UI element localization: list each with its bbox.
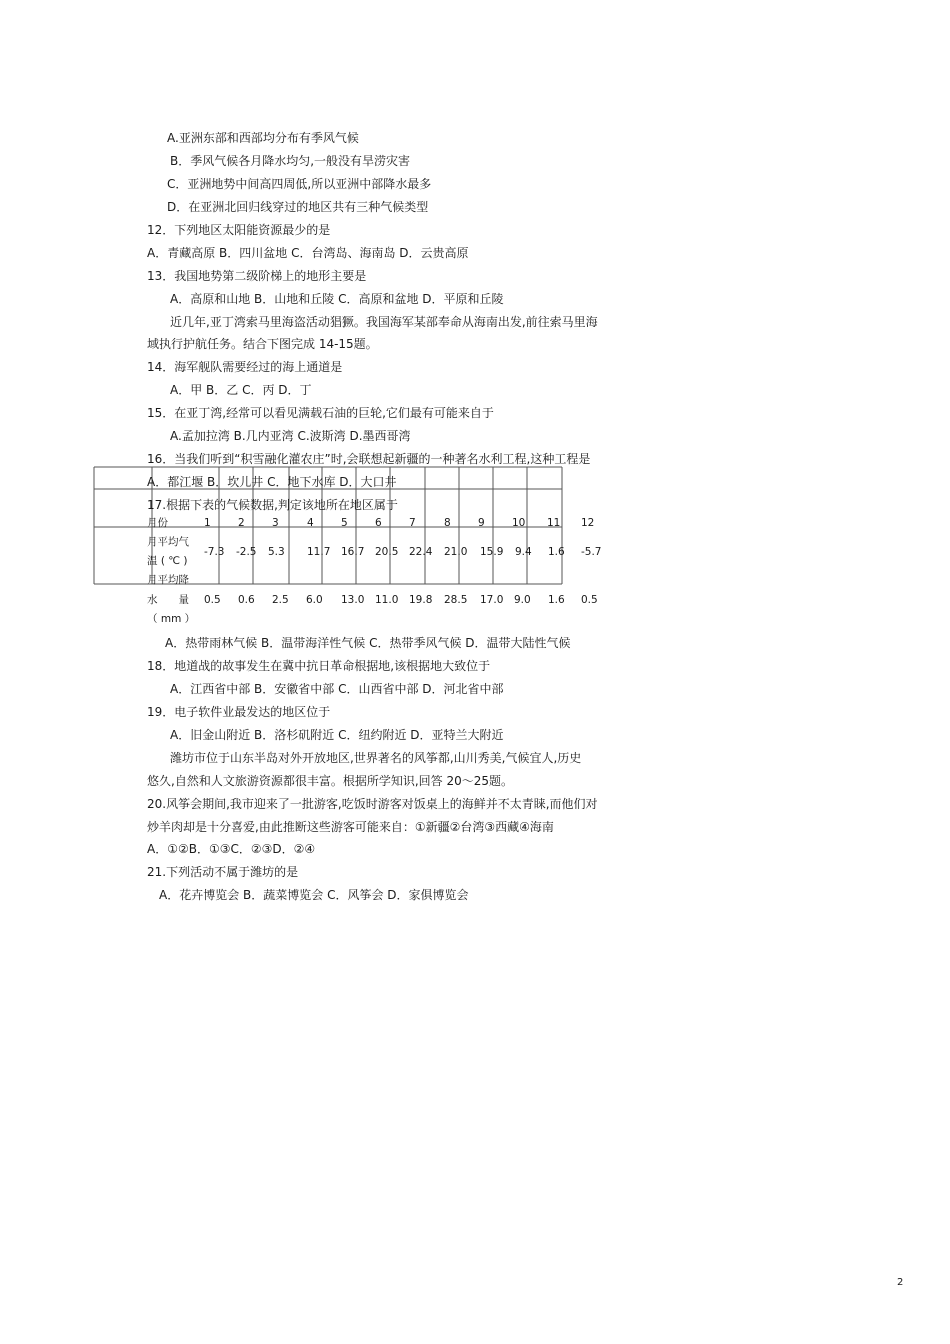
table-temp: 9.4: [515, 546, 532, 558]
question-15: 15．在亚丁湾,经常可以看见满载石油的巨轮,它们最有可能来自于: [147, 406, 494, 420]
table-precip: 17.0: [480, 594, 504, 606]
table-month: 3: [272, 517, 279, 529]
table-month: 4: [307, 517, 314, 529]
question-16: 16．当我们听到“积雪融化灌农庄”时,会联想起新疆的一种著名水利工程,这种工程是: [147, 452, 591, 466]
options-13: A．高原和山地 B．山地和丘陵 C．高原和盆地 D．平原和丘陵: [170, 292, 504, 306]
table-month: 12: [581, 517, 595, 529]
options-16: A．都江堰 B．坎儿井 C．地下水库 D．大口井: [147, 475, 397, 489]
table-precip: 6.0: [306, 594, 323, 606]
table-temp: 21.0: [444, 546, 468, 558]
table-precip: 2.5: [272, 594, 289, 606]
option-11d: D．在亚洲北回归线穿过的地区共有三种气候类型: [167, 200, 429, 214]
question-18: 18．地道战的故事发生在冀中抗日革命根据地,该根据地大致位于: [147, 659, 491, 673]
passage-20-25-line2: 悠久,自然和人文旅游资源都很丰富。根据所学知识,回答 20～25题。: [147, 774, 513, 788]
table-temp: 20.5: [375, 546, 399, 558]
table-precip: 19.8: [409, 594, 433, 606]
table-month: 9: [478, 517, 485, 529]
table-month: 1: [204, 517, 211, 529]
table-precip-label-unit: （ mm ）: [147, 613, 196, 625]
option-11a: A.亚洲东部和西部均分布有季风气候: [167, 131, 359, 145]
table-precip: 13.0: [341, 594, 365, 606]
table-month: 7: [409, 517, 416, 529]
table-temp: 11.7: [307, 546, 331, 558]
table-month: 5: [341, 517, 348, 529]
table-month: 6: [375, 517, 382, 529]
table-month-label: 月份: [147, 517, 168, 529]
question-13: 13．我国地势第二级阶梯上的地形主要是: [147, 269, 367, 283]
option-11c: C．亚洲地势中间高四周低,所以亚洲中部降水最多: [167, 177, 432, 191]
table-temp: 1.6: [548, 546, 565, 558]
options-20: A．①②B．①③C．②③D．②④: [147, 842, 316, 856]
table-precip: 9.0: [514, 594, 531, 606]
table-temp: 22.4: [409, 546, 433, 558]
options-18: A．江西省中部 B．安徽省中部 C．山西省中部 D．河北省中部: [170, 682, 504, 696]
question-14: 14．海军舰队需要经过的海上通道是: [147, 360, 343, 374]
options-21: A．花卉博览会 B．蔬菜博览会 C．风筝会 D．家俱博览会: [159, 888, 469, 902]
question-20-line2: 炒羊肉却是十分喜爱,由此推断这些游客可能来自：①新疆②台湾③西藏④海南: [147, 820, 554, 834]
table-month: 11: [547, 517, 561, 529]
table-precip: 11.0: [375, 594, 399, 606]
option-11b: B．季风气候各月降水均匀,一般没有旱涝灾害: [170, 154, 411, 168]
table-temp: 16.7: [341, 546, 365, 558]
question-19: 19．电子软件业最发达的地区位于: [147, 705, 331, 719]
table-temp-label-unit: 温 ( ℃ ): [147, 555, 188, 567]
table-month: 10: [512, 517, 526, 529]
table-temp: -2.5: [236, 546, 257, 558]
table-temp: 5.3: [268, 546, 285, 558]
table-month: 2: [238, 517, 245, 529]
question-20-line1: 20.风筝会期间,我市迎来了一批游客,吃饭时游客对饭桌上的海鲜并不太青睐,而他们对: [147, 797, 598, 811]
options-15: A.孟加拉湾 B.几内亚湾 C.波斯湾 D.墨西哥湾: [170, 429, 411, 443]
table-temp: 15.9: [480, 546, 504, 558]
passage-14-15-line2: 域执行护航任务。结合下图完成 14-15题。: [147, 337, 378, 351]
table-temp-label: 月平均气: [147, 536, 189, 548]
table-precip: 0.5: [581, 594, 598, 606]
table-temp: -7.3: [204, 546, 225, 558]
table-month: 8: [444, 517, 451, 529]
passage-14-15-line1: 近几年,亚丁湾索马里海盗活动猖獗。我国海军某部奉命从海南出发,前往索马里海: [170, 315, 598, 329]
table-precip: 1.6: [548, 594, 565, 606]
question-12: 12．下列地区太阳能资源最少的是: [147, 223, 331, 237]
table-precip-label: 水 量: [147, 594, 189, 606]
passage-20-25-line1: 潍坊市位于山东半岛对外开放地区,世界著名的风筝都,山川秀美,气候宜人,历史: [170, 751, 582, 765]
options-17: A．热带雨林气候 B．温带海洋性气候 C．热带季风气候 D．温带大陆性气候: [165, 636, 571, 650]
table-precip-label: 月平均降: [147, 574, 189, 586]
options-14: A．甲 B．乙 C．丙 D．丁: [170, 383, 312, 397]
question-21: 21.下列活动不属于潍坊的是: [147, 865, 299, 879]
options-19: A．旧金山附近 B．洛杉矶附近 C．纽约附近 D．亚特兰大附近: [170, 728, 504, 742]
table-precip: 0.5: [204, 594, 221, 606]
table-precip: 28.5: [444, 594, 468, 606]
options-12: A．青藏高原 B．四川盆地 C．台湾岛、海南岛 D．云贵高原: [147, 246, 469, 260]
table-temp: -5.7: [581, 546, 602, 558]
page-number: 2: [897, 1277, 904, 1288]
table-precip: 0.6: [238, 594, 255, 606]
question-17: 17.根据下表的气候数据,判定该地所在地区属于: [147, 498, 398, 512]
